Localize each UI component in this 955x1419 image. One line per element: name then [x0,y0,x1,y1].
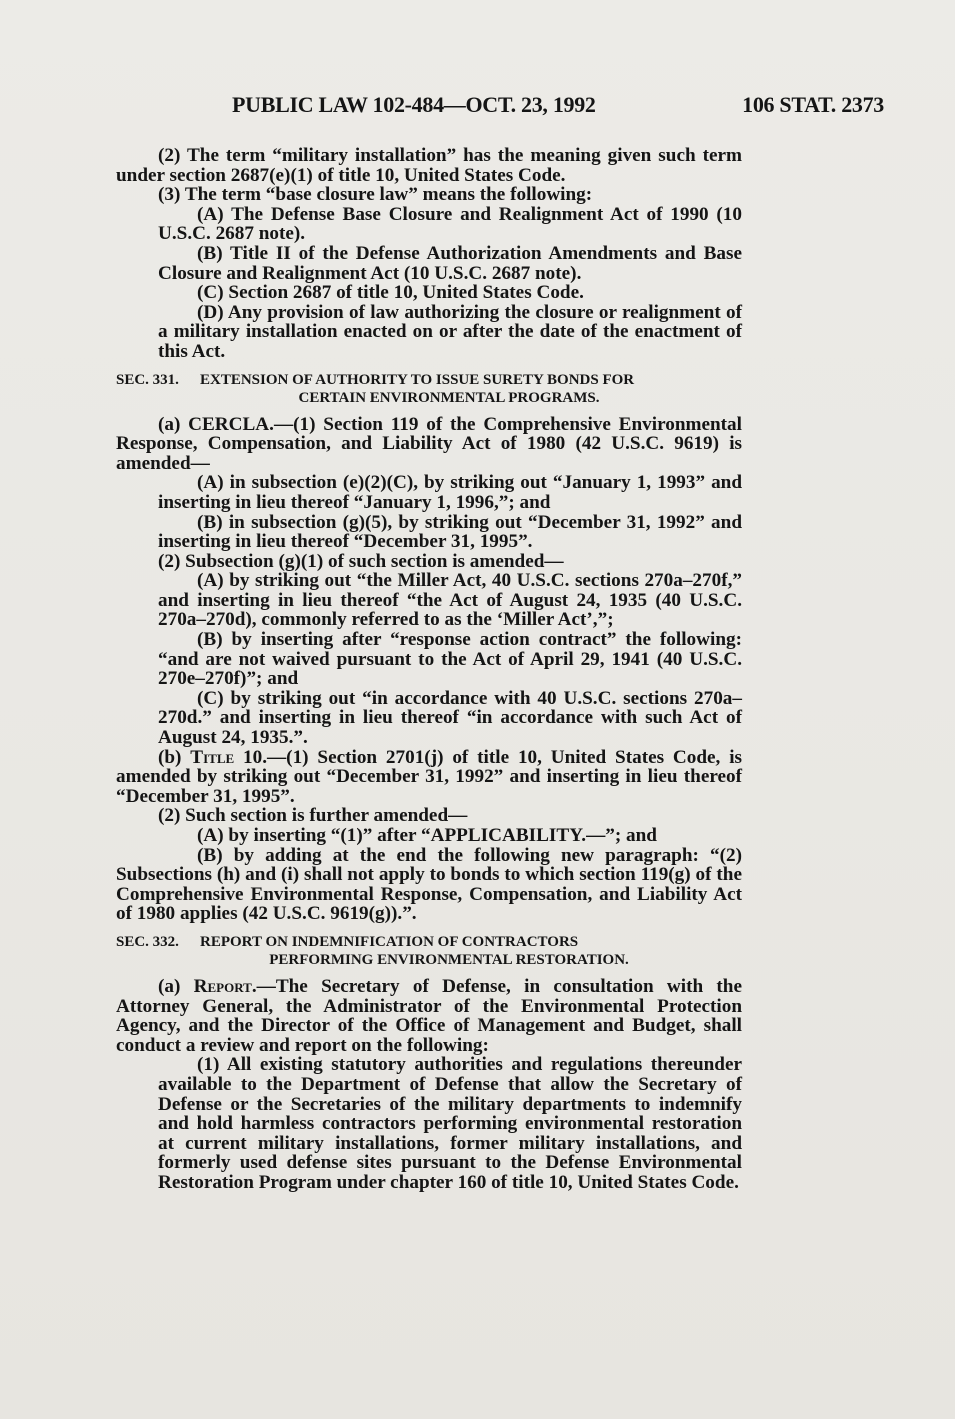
paragraph: (A) The Defense Base Closure and Realignment Act of 1990 (10 U.S.C. 2687 note). [158,203,742,245]
paragraph: (B) in subsection (g)(5), by striking out “December 31, 1992” and inserting in lieu thereof “December 31, 1995”. [158,511,742,553]
section-title-continued: CERTAIN ENVIRONMENTAL PROGRAMS. [298,389,600,406]
section-331-body-continued [116,806,742,924]
paragraph: (2) Subsection (g)(1) of such section is amended— [158,550,564,572]
section-331-heading [116,371,742,407]
paragraph: (A) in subsection (e)(2)(C), by striking out “January 1, 1993” and inserting in lieu thereof “January 1, 1996,”; and [158,472,742,513]
section-331-body [116,415,742,748]
paragraph: (b) Title 10.—(1) Section 2701(j) of title 10, United States Code, is amended by striking out “December 31, 1992” and inserting in lieu thereof “December 31, 1995”. [116,746,742,807]
section-332-body [116,1055,742,1192]
page-header [232,92,884,122]
paragraph: (2) The term “military installation” has the meaning given such term under section 2687(e)(1) of title 10, United States Code. [116,145,742,186]
paragraph: (a) Report.—The Secretary of Defense, in consultation with the Attorney General, the Administrator of the Environmental Protection Agency, and the Director of the Office of Management and Budget, shall conduct a review and report on the following: [116,975,742,1056]
paragraph: (B) Title II of the Defense Authorization Amendments and Base Closure and Realignment Act (10 U.S.C. 2687 note). [158,242,742,284]
paragraph: (C) by striking out “in accordance with 40 U.S.C. sections 270a–270d.” and inserting in lieu thereof “in accordance with such Act of August 24, 1935.”. [158,687,742,749]
section-title: EXTENSION OF AUTHORITY TO ISSUE SURETY BONDS FOR [200,371,635,388]
paragraph: (C) Section 2687 of title 10, United States Code. [197,282,584,304]
public-law-citation: PUBLIC LAW 102-484—OCT. 23, 1992 [232,92,596,117]
statute-page-number: 106 STAT. 2373 [742,92,884,117]
section-number: SEC. 331. [116,371,179,388]
section-title-continued: PERFORMING ENVIRONMENTAL RESTORATION. [269,951,629,968]
definitions-block [116,146,742,362]
paragraph: (1) All existing statutory authorities and regulations thereunder available to the Department of Defense that allow the Secretary of Defense or the Secretaries of the military departments to indemnify and hold harmless contractors performing environmental restoration at current military installations, former military installations, and formerly used defense sites pursuant to the Defense Environmental Restoration Program under chapter 160 of title 10, United States Code. [158,1054,742,1193]
paragraph: (a) CERCLA.—(1) Section 119 of the Comprehensive Environmental Response, Compensation, and Liability Act of 1980 (42 U.S.C. 9619) is amended— [116,413,742,474]
paragraph: (2) Such section is further amended— [158,805,468,827]
paragraph: (B) by adding at the end the following new paragraph: “(2) Subsections (h) and (i) shall not apply to bonds to which section 119(g) of the Comprehensive Environmental Response, Compensation, and Liability Act of 1980 applies (42 U.S.C. 9619(g)).”. [116,844,742,925]
paragraph: (B) by inserting after “response action contract” the following: “and are not waived pursuant to the Act of April 29, 1941 (40 U.S.C. 270e–270f)”; and [158,629,742,690]
section-number: SEC. 332. [116,933,179,950]
paragraph: (A) by inserting “(1)” after “APPLICABILITY.—”; and [197,825,657,846]
paragraph: (A) by striking out “the Miller Act, 40 U.S.C. sections 270a–270f,” and inserting in lieu thereof “the Act of August 24, 1935 (40 U.S.C. 270a–270d), commonly referred to as the ‘Miller Act’,”; [158,570,742,631]
section-title: REPORT ON INDEMNIFICATION OF CONTRACTORS [200,933,579,950]
paragraph: (D) Any provision of law authorizing the closure or realignment of a military installation enacted on or after the date of the enactment of this Act. [158,301,742,362]
paragraph: (3) The term “base closure law” means the following: [158,184,593,206]
body-text [116,146,742,1193]
section-332-heading [116,933,742,969]
